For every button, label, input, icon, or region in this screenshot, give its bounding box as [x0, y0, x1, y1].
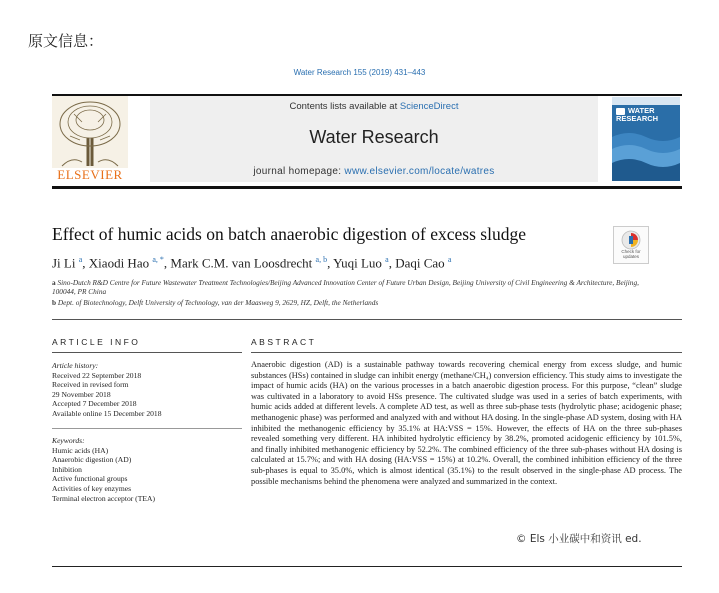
author-name[interactable]: Xiaodi Hao	[88, 255, 150, 271]
article-history	[52, 361, 242, 419]
publisher-wordmark: ELSEVIER	[57, 167, 123, 182]
journal-citation-link[interactable]: Water Research 155 (2019) 431–443	[293, 68, 426, 77]
affiliation-b-text: Dept. of Biotechnology, Delft University of Technology, van der Maasweg 9, 2629, HZ, Delft, the Netherlands	[57, 298, 379, 307]
header-bottom-rule	[52, 186, 682, 189]
keyword-item: Anaerobic digestion (AD)	[52, 455, 132, 465]
affiliation-a-text: Sino-Dutch R&D Centre for Future Wastewater Treatment Technologies/Beijing Advanced Innovation Center of Future Urban Design, Beijing University of Civil Engineering & Architecture, Beijing, 100044, PR China	[52, 278, 639, 296]
watermark-chinese-text: 小业碳中和资讯	[548, 533, 622, 545]
author-affiliation-mark[interactable]: a, b	[315, 255, 328, 264]
author-name[interactable]: Yuqi Luo	[333, 255, 382, 271]
contents-line	[150, 101, 598, 112]
history-entry: Accepted 7 December 2018	[52, 399, 137, 409]
journal-cover-image[interactable]	[612, 97, 680, 181]
check-for-updates-button[interactable]	[613, 226, 649, 264]
author-affiliation-mark[interactable]: a	[78, 255, 83, 264]
sciencedirect-link[interactable]: ScienceDirect	[399, 101, 459, 112]
author-name[interactable]: Daqi Cao	[395, 255, 445, 271]
footer-rule	[52, 566, 682, 567]
author-list: Ji Li $^a$, Xiaodi Hao $^{a, *}$, Mark C.M. van Loosdrecht $^{a, b}$, Yuqi Luo $^a$, Daqi Cao $^a$	[52, 255, 452, 271]
source-info-label: 原文信息：	[28, 32, 104, 50]
elsevier-logo	[52, 96, 128, 182]
homepage-line	[150, 166, 598, 177]
journal-name: Water Research	[309, 127, 439, 147]
history-entry: Received 22 September 2018	[52, 370, 142, 380]
affiliation-a	[52, 278, 652, 296]
affiliation-b	[52, 298, 652, 307]
history-divider	[52, 428, 242, 429]
article-info-heading: ARTICLE INFO	[52, 337, 141, 347]
keyword-item: Humic acids (HA)	[52, 445, 109, 455]
abstract-rule	[251, 352, 682, 353]
watermark-left-text: Els	[529, 533, 545, 545]
history-entry: 29 November 2018	[52, 389, 111, 399]
cover-top-band	[612, 97, 680, 105]
abstract-heading: ABSTRACT	[251, 337, 317, 347]
history-entry: Received in revised form	[52, 380, 129, 390]
affiliation-b-mark: b	[52, 298, 57, 307]
author-affiliation-mark[interactable]: a	[385, 255, 389, 264]
homepage-prefix: journal homepage:	[253, 166, 342, 177]
homepage-link[interactable]: www.elsevier.com/locate/watres	[344, 166, 495, 177]
watermark-overlay	[516, 531, 642, 546]
keyword-item: Activities of key enzymes	[52, 483, 132, 493]
cover-wave-graphic	[612, 127, 680, 181]
abstract-text: Anaerobic digestion (AD) is a sustainable pathway towards recovering chemical energy from excess sludge, and humic substances (HSs) contained in sludge can inhibit energy (methane/CH₄) conversion efficiency. This study aims to investigate the impact of humic acids (HA) on the various processes in a batch anaerobic digestion process. For this purpose, “clean” sludge was cultivated in a laboratory to avoid HSs presence. The cultivated sludge was used in a series of batch experiments, with humic acids added at different levels. A complete AD test, as well as three sub-phase tests (hydrolytic phase; acidogenic phase; methanogenic phase) was performed and analyzed with and without HA dosing. In the single-phase AD system, dosing with HA inhibited the methanogenic efficiency by 35.1% at HA:VSS = 15%. However, the effects of HA on the three sub-phases revealed something very different. HA inhibited hydrolytic efficiency by 38.2%, promoted acidogenic efficiency by 101.5%, and finally inhibited methanogenic efficiency by 52.2%. The combined efficiency of the three sub-phases without HA dosing is calculated at 15.7%; and with HA dosing (HA:VSS = 15%) at 10.2%. Overall, the combined inhibition efficiency of the three sub-phases is equal to 35.0%, which is almost identical (35.1%) to the result observed in the single-phase AD process. The possible mechanisms behind the phenomena were analyzed and summarized in the context.	[251, 360, 682, 486]
keywords-block	[52, 436, 242, 503]
author-affiliation-mark[interactable]: a, *	[152, 255, 164, 264]
copyright-symbol: ©	[516, 533, 527, 545]
affiliation-a-mark: a	[52, 278, 56, 287]
crossmark-icon	[621, 230, 641, 250]
keywords-label: Keywords:	[52, 436, 85, 445]
keyword-item: Active functional groups	[52, 474, 128, 484]
watermark-right-text: ed.	[625, 533, 642, 545]
affiliation-divider	[52, 319, 682, 320]
author-name[interactable]: Mark C.M. van Loosdrecht	[170, 255, 313, 271]
check-for-updates-label: Check for updates	[621, 249, 641, 259]
history-label: Article history:	[52, 361, 99, 370]
author-name[interactable]: Ji Li	[52, 255, 76, 271]
keyword-item: Terminal electron acceptor (TEA)	[52, 493, 155, 503]
history-entry: Available online 15 December 2018	[52, 408, 162, 418]
cover-title	[616, 107, 678, 123]
cover-title-line-1: WATER	[628, 106, 655, 115]
cover-title-line-2: RESEARCH	[616, 114, 659, 123]
author-affiliation-mark[interactable]: a	[447, 255, 452, 264]
contents-prefix: Contents lists available at	[289, 101, 398, 112]
article-info-rule	[52, 352, 242, 353]
keyword-item: Inhibition	[52, 464, 82, 474]
paper-title: Effect of humic acids on batch anaerobic digestion of excess sludge	[52, 224, 526, 244]
